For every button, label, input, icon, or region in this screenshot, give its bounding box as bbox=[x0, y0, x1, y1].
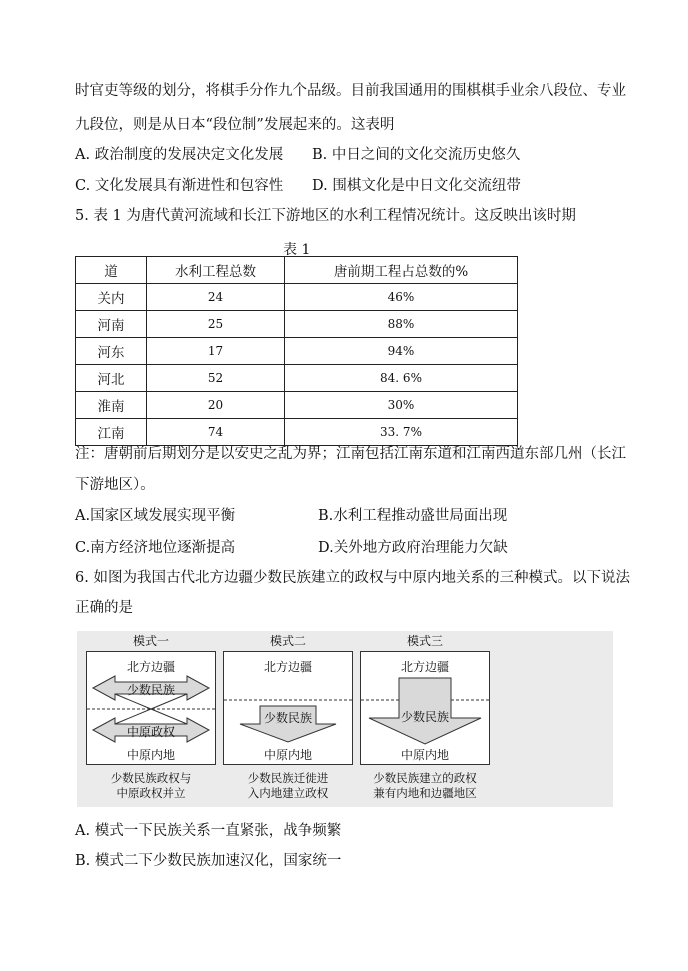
model-title: 模式一 bbox=[132, 634, 169, 648]
ethnic-minority-label: 少数民族 bbox=[400, 710, 449, 724]
intro-line-2: 九段位，则是从日本“段位制”发展起来的。这表明 bbox=[75, 117, 395, 133]
table-row bbox=[76, 365, 518, 392]
model-diagram bbox=[360, 651, 490, 765]
central-plains-label: 中原内地 bbox=[126, 748, 175, 762]
model-caption-line: 中原政权并立 bbox=[116, 786, 186, 800]
table-row bbox=[76, 419, 518, 446]
table-header-cell: 道 bbox=[76, 257, 147, 284]
q5-option-a[interactable]: A.国家区域发展实现平衡 bbox=[75, 508, 236, 524]
table-cell: 24 bbox=[147, 284, 285, 311]
table-header-cell: 唐前期工程占总数的% bbox=[285, 257, 518, 284]
q4-option-b[interactable]: B. 中日之间的文化交流历史悠久 bbox=[312, 147, 521, 163]
table-row bbox=[76, 338, 518, 365]
model-diagram bbox=[86, 651, 216, 765]
q6-stem-line-1: 6. 如图为我国古代北方边疆少数民族建立的政权与中原内地关系的三种模式。以下说法 bbox=[75, 570, 630, 586]
table-cell: 17 bbox=[147, 338, 285, 365]
model-caption bbox=[86, 771, 216, 801]
q4-option-a[interactable]: A. 政治制度的发展决定文化发展 bbox=[75, 147, 284, 163]
model-title: 模式二 bbox=[269, 634, 306, 648]
model-one-panel bbox=[86, 631, 216, 807]
table-row bbox=[76, 284, 518, 311]
northern-frontier-label: 北方边疆 bbox=[263, 660, 312, 674]
model-caption-line: 兼有内地和边疆地区 bbox=[373, 786, 477, 800]
table-cell: 河东 bbox=[76, 338, 147, 365]
q6-option-b[interactable]: B. 模式二下少数民族加速汉化，国家统一 bbox=[75, 853, 342, 869]
table-cell: 30% bbox=[285, 392, 518, 419]
model-diagram bbox=[223, 651, 353, 765]
q4-option-d[interactable]: D. 围棋文化是中日文化交流纽带 bbox=[312, 178, 521, 194]
table-note-line-2: 下游地区）。 bbox=[75, 477, 155, 493]
table-cell: 河北 bbox=[76, 365, 147, 392]
table-cell: 江南 bbox=[76, 419, 147, 446]
ethnic-minority-label: 少数民族 bbox=[263, 711, 312, 725]
table-header-row bbox=[76, 257, 518, 284]
central-regime-label: 中原政权 bbox=[126, 725, 175, 739]
model-caption bbox=[223, 771, 353, 801]
model-caption-line: 少数民族建立的政权 bbox=[373, 771, 477, 785]
table-cell: 46% bbox=[285, 284, 518, 311]
q5-option-c[interactable]: C.南方经济地位逐渐提高 bbox=[75, 540, 236, 556]
table-cell: 33. 7% bbox=[285, 419, 518, 446]
model-caption-line: 入内地建立政权 bbox=[247, 786, 329, 800]
central-plains-label: 中原内地 bbox=[263, 748, 312, 762]
table-header-cell: 水利工程总数 bbox=[147, 257, 285, 284]
q5-option-d[interactable]: D.关外地方政府治理能力欠缺 bbox=[318, 540, 508, 556]
table-cell: 25 bbox=[147, 311, 285, 338]
table-cell: 淮南 bbox=[76, 392, 147, 419]
table-cell: 关内 bbox=[76, 284, 147, 311]
table-row bbox=[76, 311, 518, 338]
northern-frontier-label: 北方边疆 bbox=[126, 660, 175, 674]
model-three-panel bbox=[360, 631, 490, 807]
table-cell: 20 bbox=[147, 392, 285, 419]
table-cell: 88% bbox=[285, 311, 518, 338]
ethnic-minority-label: 少数民族 bbox=[126, 683, 175, 697]
relationship-models-figure bbox=[77, 631, 613, 807]
q6-option-a[interactable]: A. 模式一下民族关系一直紧张，战争频繁 bbox=[75, 823, 342, 839]
q5-stem: 5. 表 1 为唐代黄河流域和长江下游地区的水利工程情况统计。这反映出该时期 bbox=[75, 208, 576, 224]
model-caption-line: 少数民族迁徙进 bbox=[247, 771, 329, 785]
q5-option-b[interactable]: B.水利工程推动盛世局面出现 bbox=[318, 508, 508, 524]
model-title: 模式三 bbox=[406, 634, 443, 648]
q4-option-c[interactable]: C. 文化发展具有渐进性和包容性 bbox=[75, 178, 284, 194]
table-cell: 84. 6% bbox=[285, 365, 518, 392]
table-cell: 52 bbox=[147, 365, 285, 392]
table-cell: 94% bbox=[285, 338, 518, 365]
q6-stem-line-2: 正确的是 bbox=[75, 600, 133, 616]
table-note-line-1: 注：唐朝前后期划分是以安史之乱为界；江南包括江南东道和江南西道东部几州（长江 bbox=[75, 446, 626, 462]
table-row bbox=[76, 392, 518, 419]
model-caption bbox=[360, 771, 490, 801]
table-cell: 74 bbox=[147, 419, 285, 446]
table-caption: 表 1 bbox=[283, 242, 311, 258]
water-works-table bbox=[75, 256, 518, 446]
central-plains-label: 中原内地 bbox=[400, 748, 449, 762]
intro-line-1: 时官吏等级的划分，将棋手分作九个品级。目前我国通用的围棋棋手业余八段位、专业 bbox=[75, 83, 626, 99]
model-two-panel bbox=[223, 631, 353, 807]
northern-frontier-label: 北方边疆 bbox=[400, 660, 449, 674]
model-caption-line: 少数民族政权与 bbox=[110, 771, 192, 785]
table-cell: 河南 bbox=[76, 311, 147, 338]
